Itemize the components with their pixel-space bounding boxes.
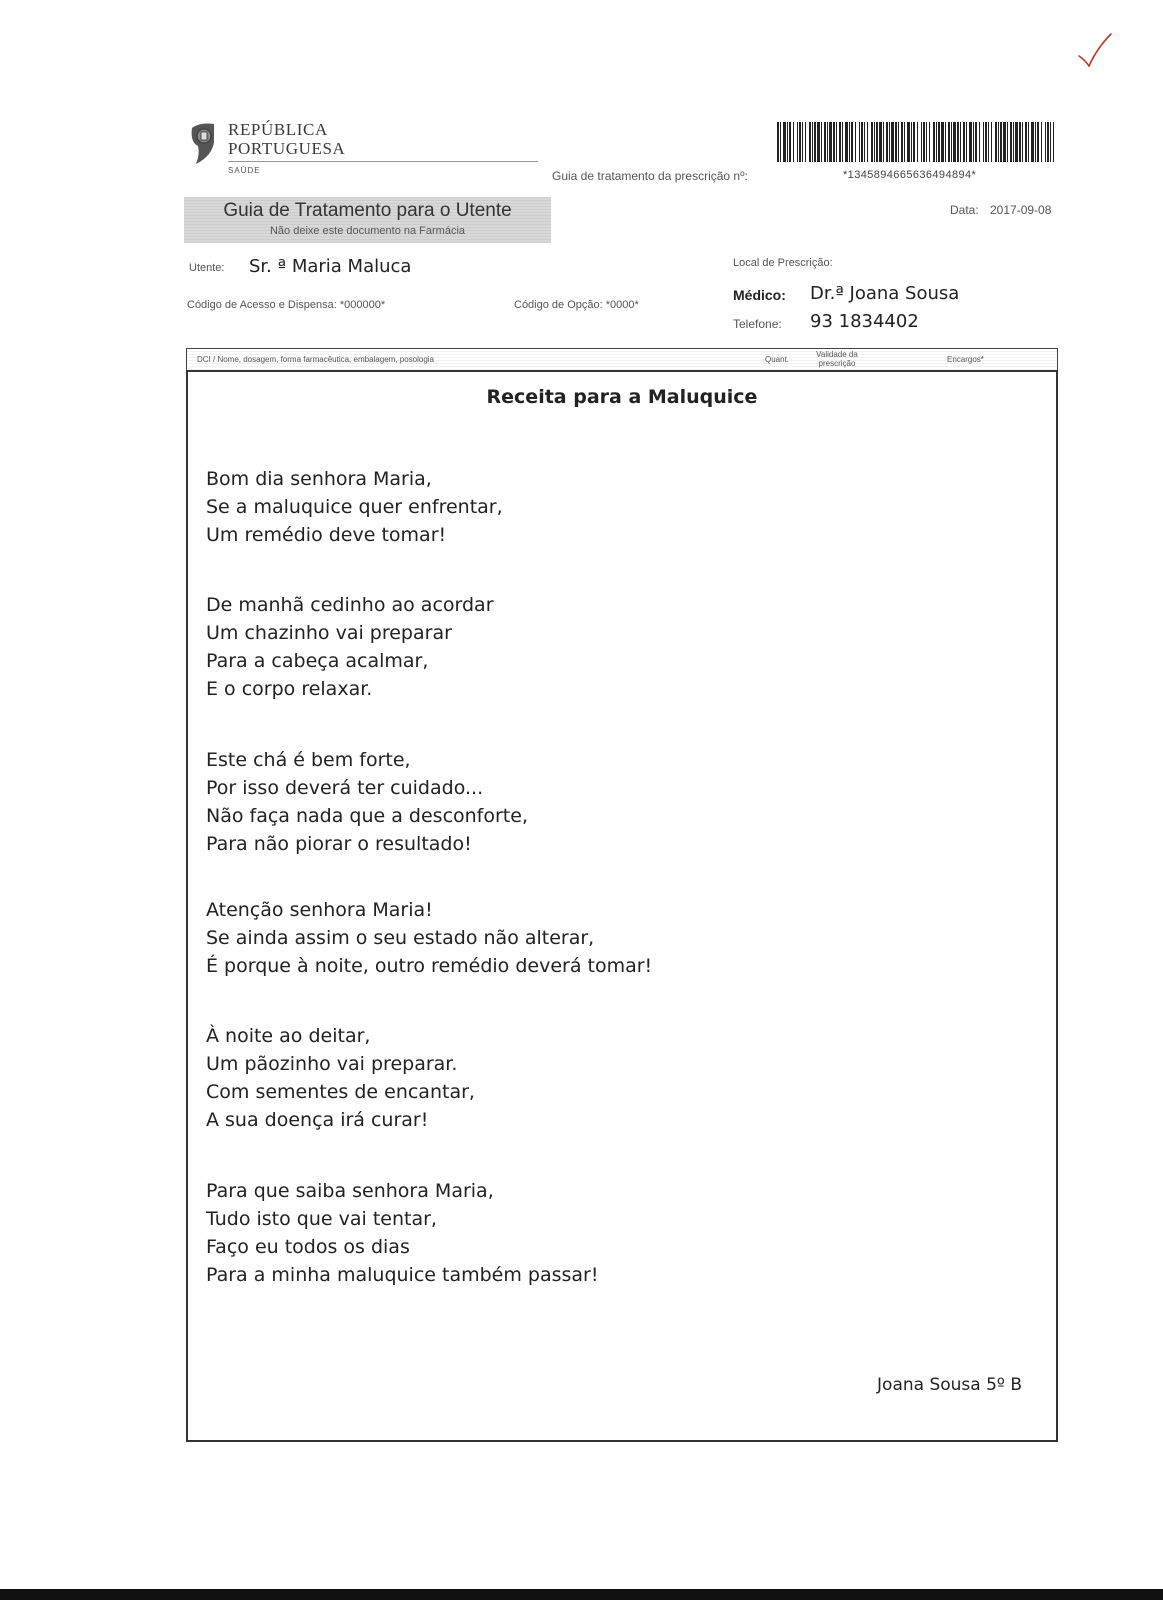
barcode-bar	[1031, 122, 1034, 162]
barcode-bar	[969, 122, 972, 162]
guia-number-value: *1345894665636494894*	[843, 169, 977, 181]
stanza-6	[206, 1177, 598, 1289]
poem-line: E o corpo relaxar.	[206, 678, 373, 700]
poem-line: À noite ao deitar,	[206, 1025, 371, 1047]
barcode-bar	[797, 122, 798, 162]
recipe-box	[186, 370, 1058, 1442]
barcode-bar	[883, 122, 884, 162]
telefone-label: Telefone:	[733, 317, 782, 331]
barcode-bar	[1013, 122, 1014, 162]
signature: Joana Sousa 5º B	[877, 1375, 1022, 1395]
barcode-bar	[913, 122, 915, 162]
barcode-bar	[1053, 122, 1054, 162]
poem-line: Atenção senhora Maria!	[206, 899, 433, 921]
barcode-bar	[926, 122, 927, 162]
checkmark-icon	[1075, 30, 1115, 75]
stanza-1	[206, 465, 503, 549]
scan-edge	[0, 1589, 1163, 1600]
stanza-5	[206, 1022, 475, 1134]
stanza-2	[206, 591, 494, 703]
barcode-bar	[814, 122, 816, 162]
barcode-bar	[789, 122, 791, 162]
codigo-opcao-field	[514, 299, 639, 311]
barcode-bar	[849, 122, 850, 162]
barcode-bar	[827, 122, 828, 162]
barcode-bar	[1000, 122, 1002, 162]
barcode-bar	[839, 122, 841, 162]
poem-line: Um remédio deve tomar!	[206, 524, 447, 546]
barcode-bar	[889, 122, 890, 162]
barcode-bar	[895, 122, 897, 162]
barcode-bar	[901, 122, 903, 162]
barcode-bar	[780, 122, 781, 162]
barcode-bar	[829, 122, 832, 162]
barcode-bar	[836, 122, 837, 162]
poem-line: Um pãozinho vai preparar.	[206, 1053, 458, 1075]
logo-line-1: REPÚBLICA	[228, 120, 328, 139]
logo-subtitle: SAÚDE	[228, 166, 261, 175]
barcode-bar	[1050, 122, 1051, 162]
column-quant: Quant.	[765, 355, 790, 364]
barcode-bar	[845, 122, 848, 162]
barcode-bar	[859, 122, 860, 162]
barcode-bar	[951, 122, 952, 162]
barcode-bar	[874, 122, 875, 162]
poem-line: Com sementes de encantar,	[206, 1081, 475, 1103]
poem-line: Se a maluquice quer enfrentar,	[206, 496, 503, 518]
barcode-bar	[960, 122, 961, 162]
barcode-bar	[867, 122, 868, 162]
barcode-bar	[855, 122, 856, 162]
poem-line: Por isso deverá ter cuidado...	[206, 777, 484, 799]
telefone-value: 93 1834402	[810, 311, 919, 332]
barcode-bar	[805, 122, 806, 162]
barcode-bar	[907, 122, 910, 162]
stanza-4	[206, 896, 652, 980]
codigo-opcao-label: Código de Opção:	[514, 299, 603, 311]
poem-line: Para não piorar o resultado!	[206, 833, 472, 855]
poem-line: A sua doença irá curar!	[206, 1109, 429, 1131]
banner-subtitle: Não deixe este documento na Farmácia	[269, 225, 466, 237]
column-dci: DCI / Nome, dosagem, forma farmacêutica, embalagem, posologia	[197, 355, 434, 364]
barcode-bar	[1022, 122, 1023, 162]
barcode-bar	[898, 122, 899, 162]
barcode-bar	[995, 122, 997, 162]
barcode-bar	[802, 122, 803, 162]
poem-line: Um chazinho vai preparar	[206, 622, 452, 644]
barcode-bar	[979, 122, 980, 162]
barcode-bar	[1028, 122, 1029, 162]
local-prescricao-label: Local de Prescrição:	[733, 257, 833, 269]
barcode-bar	[1037, 122, 1039, 162]
barcode-bar	[879, 122, 882, 162]
barcode-bar	[975, 122, 977, 162]
utente-value: Sr. ª Maria Maluca	[249, 256, 412, 277]
barcode-bar	[824, 122, 826, 162]
recipe-title: Receita para a Maluquice	[486, 386, 758, 408]
barcode-bar	[891, 122, 894, 162]
codigo-acesso-value: *000000*	[339, 299, 386, 311]
poem-line: Para que saiba senhora Maria,	[206, 1180, 494, 1202]
barcode-bar	[864, 122, 865, 162]
barcode-bar	[991, 122, 992, 162]
barcode-bar	[985, 122, 987, 162]
barcode-bar	[966, 122, 967, 162]
date-label: Data:	[950, 203, 979, 217]
coat-of-arms-icon	[186, 120, 220, 166]
barcode-bar	[809, 122, 811, 162]
barcode-bar	[921, 122, 922, 162]
barcode-bar	[917, 122, 918, 162]
barcode-bar	[1025, 122, 1027, 162]
logo-divider	[228, 161, 538, 162]
column-encargos: Encargos*	[947, 355, 984, 364]
barcode-bar	[1019, 122, 1021, 162]
poem-line: Para a cabeça acalmar,	[206, 650, 429, 672]
barcode-bar	[1047, 122, 1049, 162]
barcode-bar	[1015, 122, 1018, 162]
barcode-bar	[777, 122, 779, 162]
barcode-bar	[842, 122, 843, 162]
barcode-bar	[876, 122, 878, 162]
barcode-bar	[787, 122, 788, 162]
barcode-bar	[886, 122, 888, 162]
poem-line: Para a minha maluquice também passar!	[206, 1264, 599, 1286]
barcode-bar	[911, 122, 912, 162]
medico-value: Dr.ª Joana Sousa	[810, 283, 960, 304]
republica-portuguesa-logo	[186, 118, 366, 184]
barcode	[777, 122, 1057, 162]
codigo-acesso-label: Código de Acesso e Dispensa:	[187, 299, 337, 311]
barcode-bar	[1007, 122, 1008, 162]
barcode-bar	[998, 122, 999, 162]
barcode-bar	[783, 122, 786, 162]
barcode-bar	[851, 122, 853, 162]
guia-number-label: Guia de tratamento da prescrição nº:	[552, 169, 748, 183]
barcode-bar	[938, 122, 940, 162]
poem-line: É porque à noite, outro remédio deverá tomar!	[206, 955, 653, 977]
barcode-bar	[963, 122, 965, 162]
poem-line: De manhã cedinho ao acordar	[206, 594, 494, 616]
poem-line: Não faça nada que a desconforte,	[206, 805, 528, 827]
utente-label: Utente:	[189, 262, 225, 274]
barcode-bar	[983, 122, 984, 162]
barcode-bar	[929, 122, 930, 162]
date-value: 2017-09-08	[990, 203, 1052, 217]
barcode-bar	[1045, 122, 1046, 162]
barcode-bar	[861, 122, 863, 162]
codigo-opcao-value: *0000*	[605, 299, 639, 311]
barcode-bar	[817, 122, 820, 162]
barcode-bar	[973, 122, 974, 162]
barcode-bar	[953, 122, 956, 162]
barcode-bar	[1041, 122, 1042, 162]
poem-line: Faço eu todos os dias	[206, 1236, 410, 1258]
barcode-bar	[904, 122, 905, 162]
codigo-acesso-field	[187, 299, 385, 311]
barcode-bar	[1010, 122, 1012, 162]
medico-label: Médico:	[733, 287, 786, 303]
column-validade: Validade da prescrição	[816, 350, 858, 368]
table-header	[186, 348, 1058, 370]
barcode-bar	[812, 122, 813, 162]
poem-line: Tudo isto que vai tentar,	[206, 1208, 437, 1230]
poem-line: Este chá é bem forte,	[206, 749, 411, 771]
barcode-bar	[1003, 122, 1006, 162]
barcode-bar	[933, 122, 935, 162]
barcode-bar	[1035, 122, 1036, 162]
barcode-bar	[948, 122, 950, 162]
barcode-bar	[821, 122, 822, 162]
barcode-bar	[833, 122, 835, 162]
logo-line-2: PORTUGUESA	[228, 139, 346, 158]
poem-line: Bom dia senhora Maria,	[206, 468, 432, 490]
barcode-bar	[793, 122, 794, 162]
document-banner	[184, 197, 551, 243]
barcode-bar	[941, 122, 944, 162]
poem-line: Se ainda assim o seu estado não alterar,	[206, 927, 595, 949]
barcode-bar	[923, 122, 925, 162]
barcode-bar	[988, 122, 989, 162]
barcode-bar	[936, 122, 937, 162]
barcode-bar	[871, 122, 873, 162]
banner-title: Guia de Tratamento para o Utente	[223, 200, 512, 221]
barcode-bar	[957, 122, 959, 162]
barcode-bar	[945, 122, 946, 162]
stanza-3	[206, 746, 528, 858]
barcode-bar	[799, 122, 801, 162]
